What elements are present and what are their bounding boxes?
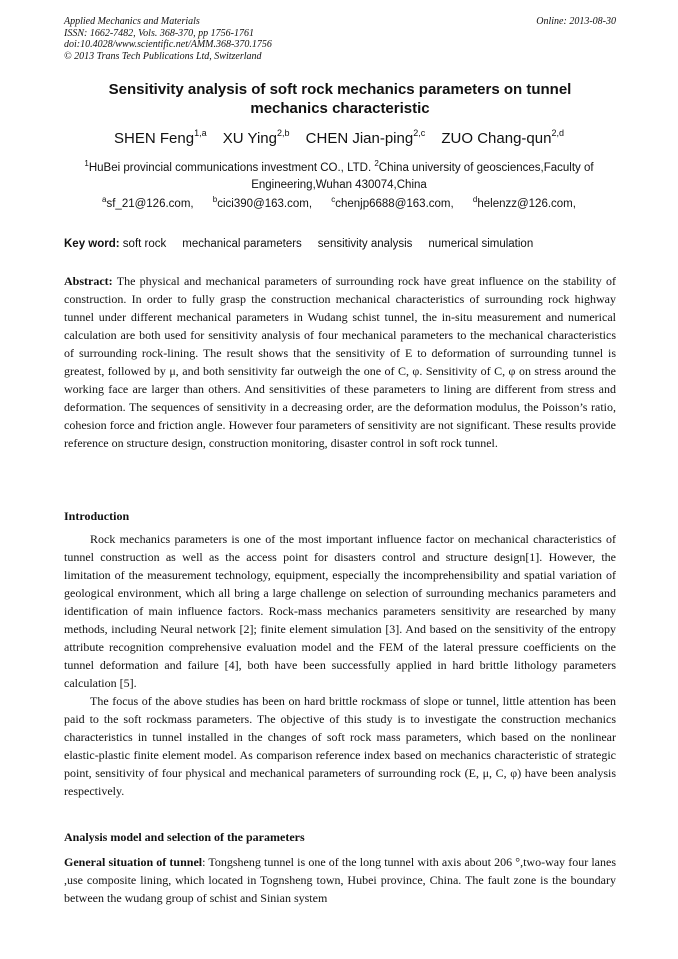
introduction-heading: Introduction xyxy=(64,509,130,523)
keyword: soft rock xyxy=(122,238,167,250)
introduction-body xyxy=(64,530,616,800)
doi-line: doi:10.4028/www.scientific.net/AMM.368-370.1756 xyxy=(64,39,272,50)
online-date: Online: 2013-08-30 xyxy=(536,16,616,27)
paragraph: Rock mechanics parameters is one of the most important influence factor on mechanical characteristics of tunnel construction as well as the access point for disasters control and structure design[1]. However, the limitation of the measurement technology, equipment, especially the incomprehensibility and spatial variation of geological environment, which all bring a large challenge on selection of surrounding mechanics parameters and identification of main influence factors. Rock-mass mechanics parameters sensitivity are researched by many methods, including Neural network [2]; finite element simulation [3]. And based on the sensitivity of the entropy attribute recognition comprehensive evaluation model and the FEM of the lateral pressure coefficients on the tunnel deformation and failure [4], both have been successfully applied in hard brittle lithology parameters calculation [5]. xyxy=(64,532,616,690)
author: ZUO Chang-qun$^{2,d}$ xyxy=(441,128,564,147)
author: SHEN Feng$^{1,a}$ xyxy=(114,128,207,147)
affiliations: $^1$HuBei provincial communications investment CO., LTD. $^2$China university of geosciences,Faculty of Engineering,Wuhan 430074,China xyxy=(84,159,594,191)
analysis-heading: Analysis model and selection of the parameters xyxy=(64,830,305,844)
abstract xyxy=(64,272,616,452)
copyright-line: © 2013 Trans Tech Publications Ltd, Switzerland xyxy=(64,50,262,62)
keywords-label: Key word: xyxy=(64,238,123,250)
author: XU Ying$^{2,b}$ xyxy=(222,128,290,147)
abstract-text: The physical and mechanical parameters of surrounding rock have great influence on the stability of construction. In order to fully grasp the construction mechanical characteristics of surrounding rock highway tunnel under different mechanical parameters in Wudang schist tunnel, the in-situ measurement and numerical calculation are both used for sensitivity analysis of four mechanical parameters to the mechanical characteristics of surrounding rock-lining. The result shows that the sensitivity of E to deformation of surrounding tunnel is greatest, followed by μ, and both sensitivity far outweigh the one of C, φ. Sensitivity of C, φ on stress around the working face are larger than others. And sensitivities of these parameters to lining are different from stress and deformation. The sequences of sensitivity in a decreasing order, are the deformation modulus, the Poisson’s ratio, cohesion force and friction angle. However four parameters of sensitivity are not significant. These results provide reference on structure design, construction monitoring, disaster control in soft rock tunnel. xyxy=(64,274,616,450)
author-list xyxy=(40,129,638,149)
email-link[interactable]: $^a$sf_21@126.com, xyxy=(102,195,194,210)
keyword: mechanical parameters xyxy=(182,238,302,250)
general-situation-text: : Tongsheng tunnel is one of the long tunnel with axis about 206 °,two-way four lanes ,use composite lining, which located in Tognsheng town, Hubei province, China. The fault zone is the boundary between the wudang group of schist and Sinian system xyxy=(64,855,616,905)
email-link[interactable]: $^b$cici390@163.com, xyxy=(212,195,313,210)
journal-name: Applied Mechanics and Materials xyxy=(64,16,200,27)
abstract-label: Abstract: xyxy=(64,274,113,288)
general-situation xyxy=(64,853,616,907)
keyword: sensitivity analysis xyxy=(317,238,413,250)
keywords xyxy=(64,236,624,252)
email-link[interactable]: $^c$chenjp6688@163.com, xyxy=(331,195,454,210)
general-situation-label: General situation of tunnel xyxy=(64,855,203,869)
keyword: numerical simulation xyxy=(428,238,534,250)
paragraph: The focus of the above studies has been on hard brittle rockmass of slope or tunnel, little attention has been paid to the soft rockmass parameters. The objective of this study is to investigate the construction mechanics characteristics in tunnel installed in the changes of soft rock mass parameters, which based on the nonlinear elastic-plastic finite element model. As comparison reference index based on mechanics characteristic of strategic point, sensitivity of four physical and mechanical parameters of surrounding rock (E, μ, C, φ) have been analysis respectively. xyxy=(64,694,616,798)
author-emails xyxy=(50,196,628,213)
journal-header xyxy=(64,16,616,62)
paper-title: Sensitivity analysis of soft rock mechanics parameters on tunnel mechanics characteristic xyxy=(108,81,572,117)
author: CHEN Jian-ping$^{2,c}$ xyxy=(305,128,426,147)
email-link[interactable]: $^d$helenzz@126.com, xyxy=(472,195,576,210)
issn-line: ISSN: 1662-7482, Vols. 368-370, pp 1756-1761 xyxy=(64,27,254,39)
